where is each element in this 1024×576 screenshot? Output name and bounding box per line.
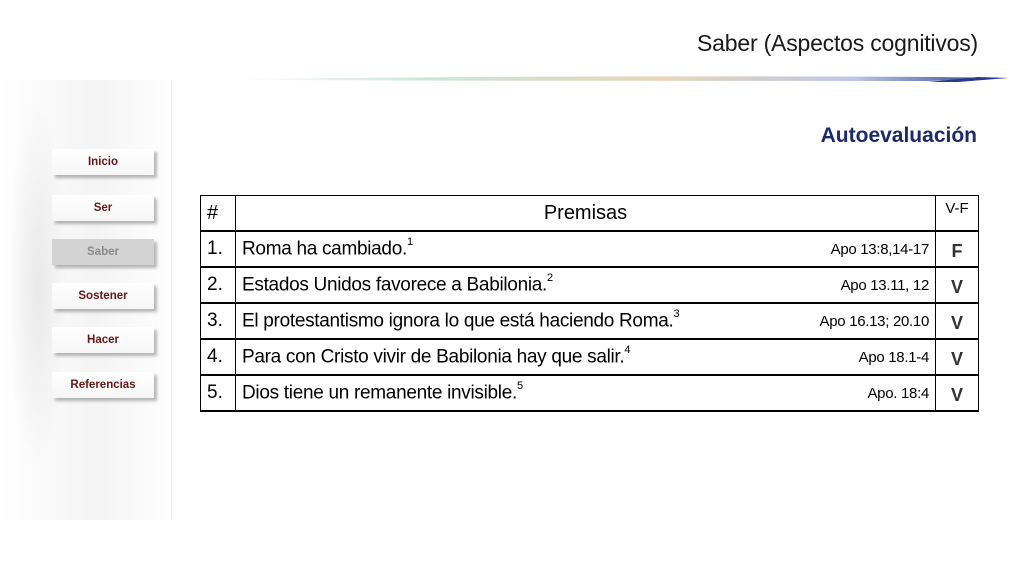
footnote-marker: 5 <box>516 379 523 392</box>
nav-item-ser[interactable] <box>52 195 154 221</box>
premise-cell <box>236 267 936 303</box>
premise-statement: Roma ha cambiado. <box>242 238 407 260</box>
row-number: 3. <box>201 303 236 339</box>
nav-item-label: Saber <box>87 246 119 258</box>
row-number: 1. <box>201 231 236 267</box>
nav-item-sostener[interactable] <box>52 283 154 309</box>
premise-text <box>242 307 680 332</box>
table-row <box>201 231 979 267</box>
footnote-marker: 4 <box>624 343 631 356</box>
premise-statement: El protestantismo ignora lo que está haciendo Roma. <box>242 310 674 332</box>
nav-item-hacer[interactable] <box>52 327 154 353</box>
premise-cell <box>236 375 936 411</box>
premise-statement: Dios tiene un remanente invisible. <box>242 382 517 404</box>
scripture-reference: Apo 13.11, 12 <box>840 277 929 295</box>
nav-item-saber[interactable] <box>52 239 154 265</box>
premise-statement: Para con Cristo vivir de Babilonia hay que salir. <box>242 346 625 368</box>
answer-cell: F <box>936 231 979 267</box>
table-row <box>201 267 979 303</box>
column-header-premises: Premisas <box>236 196 936 232</box>
scripture-reference: Apo 18.1-4 <box>858 349 929 367</box>
nav-item-referencias[interactable] <box>52 372 154 398</box>
title-underline-swoosh <box>238 72 1008 86</box>
row-number: 4. <box>201 339 236 375</box>
premise-cell <box>236 303 936 339</box>
premise-text <box>242 271 553 296</box>
premise-cell <box>236 339 936 375</box>
premise-statement: Estados Unidos favorece a Babilonia. <box>242 274 548 296</box>
premise-text <box>242 379 523 404</box>
table-header-row <box>201 196 979 232</box>
nav-item-label: Sostener <box>78 290 128 302</box>
column-header-answer: V-F <box>936 196 979 232</box>
footnote-marker: 1 <box>406 235 413 248</box>
section-heading: Autoevaluación <box>820 124 977 147</box>
premises-table <box>200 195 979 412</box>
answer-cell: V <box>936 303 979 339</box>
premise-text <box>242 343 631 368</box>
answer-cell: V <box>936 339 979 375</box>
page-title: Saber (Aspectos cognitivos) <box>697 30 978 56</box>
nav-item-inicio[interactable] <box>52 149 154 175</box>
footnote-marker: 3 <box>673 307 680 320</box>
sidebar-divider <box>171 80 172 520</box>
nav-item-label: Hacer <box>87 334 119 346</box>
table-row <box>201 339 979 375</box>
nav-item-label: Referencias <box>70 379 136 391</box>
column-header-number: # <box>201 196 236 232</box>
premise-text <box>242 235 413 260</box>
scripture-reference: Apo 13:8,14-17 <box>830 241 929 259</box>
row-number: 2. <box>201 267 236 303</box>
nav-item-label: Inicio <box>87 156 119 168</box>
nav-item-label: Ser <box>93 202 113 214</box>
scripture-reference: Apo. 18:4 <box>867 385 929 403</box>
answer-cell: V <box>936 267 979 303</box>
footnote-marker: 2 <box>547 271 553 284</box>
table-row <box>201 375 979 411</box>
answer-cell: V <box>936 375 979 411</box>
row-number: 5. <box>201 375 236 411</box>
table-row <box>201 303 979 339</box>
scripture-reference: Apo 16.13; 20.10 <box>819 313 929 331</box>
premise-cell <box>236 231 936 267</box>
